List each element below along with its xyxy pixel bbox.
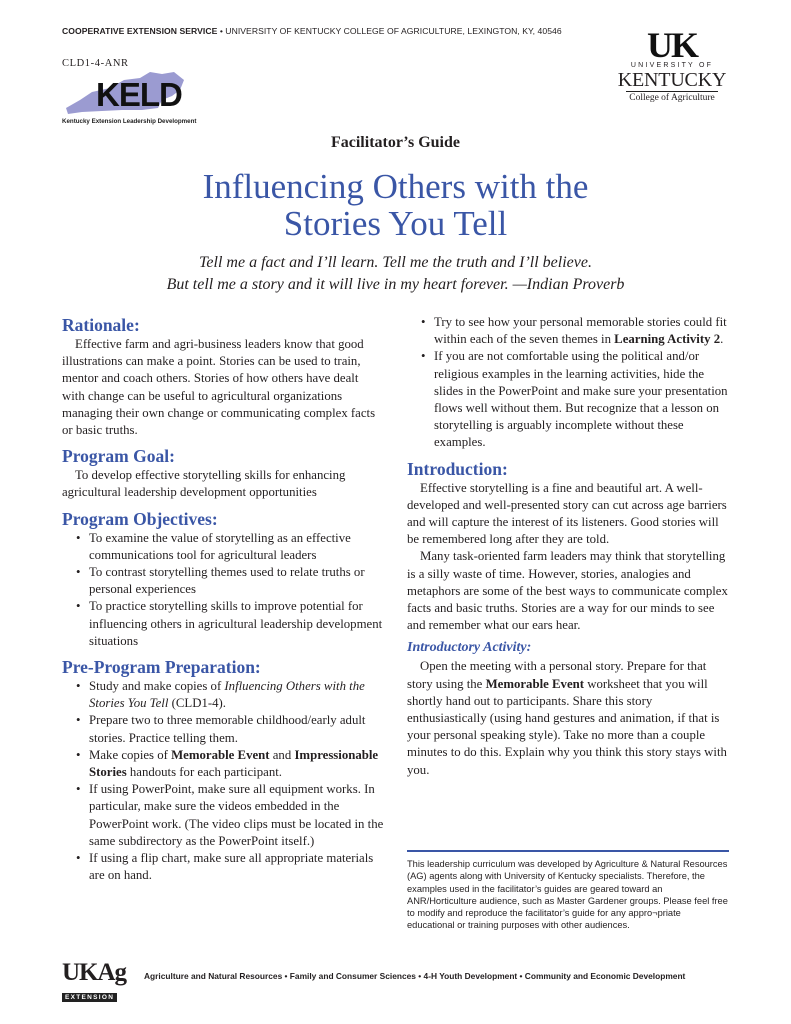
activity-heading: Introductory Activity:	[407, 640, 532, 656]
org-address: • UNIVERSITY OF KENTUCKY COLLEGE OF AGRICULTURE, LEXINGTON, KY, 40546	[217, 26, 562, 36]
list-item: • Study and make copies of Influencing Others with the Stories You Tell (CLD1-4).	[76, 679, 365, 711]
goal-text: To develop effective storytelling skills for enhancing agricultural leadership development opportunities	[62, 468, 346, 500]
title-line-2: Stories You Tell	[283, 204, 508, 243]
prep-heading: Pre-Program Preparation:	[62, 657, 261, 678]
keld-subtitle: Kentucky Extension Leadership Development	[62, 118, 197, 125]
ukag-extension-logo	[62, 960, 132, 1000]
extension-label: EXTENSION	[62, 993, 117, 1002]
uk-college-name: College of Agriculture	[626, 91, 718, 104]
epigraph-quote	[0, 252, 791, 296]
uk-mark: UK	[647, 25, 697, 65]
objectives-heading: Program Objectives:	[62, 508, 218, 529]
quote-line-2: But tell me a story and it will live in my heart forever. —Indian Proverb	[166, 276, 625, 293]
list-item: • If you are not comfortable using the political and/or religious examples in the learning activities, hide the slides in the PowerPoint and make sure your presentation flows well without them. But recognize that a lesson on storytelling is arguably incomplete without these examples.	[421, 349, 728, 450]
intro-paragraph-1: Effective storytelling is a fine and beautiful art. A well-developed and well-presented story can cut across age barriers and will capture the interest of its listeners. Good stories will be remembered long after they are told.	[407, 480, 727, 547]
curriculum-note: This leadership curriculum was developed by Agriculture & Natural Resources (AG) agents along with University of Kentucky specialists. Therefore, the examples used in the facilitator’s guides are geared toward an ANR/Horticulture audience, such as Master Gardener groups. Please feel free to modify and reproduce the facilitator’s guide for any appro¬priate educational or training purposes with other audiences.	[407, 850, 729, 932]
uk-university-of: UNIVERSITY OF	[630, 62, 714, 69]
rationale-text: Effective farm and agri-business leaders know that good illustrations can make a point. Stories can be used to train, mentor and coach others. Stories of how others have dealt with change can be useful to agricultural organizations managing their own change or communicating complex facts or basic truths.	[62, 337, 376, 438]
objectives-list	[62, 530, 384, 650]
page-title	[0, 168, 791, 242]
title-line-1: Influencing Others with the	[202, 167, 589, 206]
prep-list	[62, 678, 384, 884]
keld-wordmark: KELD	[96, 76, 182, 113]
ukag-wordmark: UKAg	[62, 959, 127, 986]
list-item: • Try to see how your personal memorable stories could fit within each of the seven themes in Learning Activity 2.	[421, 315, 727, 347]
goal-heading: Program Goal:	[62, 446, 175, 467]
list-item: • Make copies of Memorable Event and Impressionable Stories handouts for each participant.	[76, 747, 379, 780]
footer-programs: Agriculture and Natural Resources • Family and Consumer Sciences • 4-H Youth Development • Community and Economic Development	[144, 971, 686, 981]
list-item: • Prepare two to three memorable childhood/early adult stories. Practice telling them.	[76, 713, 366, 745]
list-item: • To contrast storytelling themes used to relate truths or personal experiences	[76, 565, 365, 597]
prep-list-continued	[407, 314, 729, 452]
list-item: • To practice storytelling skills to improve potential for influencing others in agricultural leadership development situations	[76, 599, 383, 648]
list-item: • If using a flip chart, make sure all appropriate materials are on hand.	[76, 851, 374, 883]
uk-college-logo	[612, 25, 732, 108]
keld-logo	[62, 70, 197, 132]
intro-paragraph-2: Many task-oriented farm leaders may think that storytelling is a silly waste of time. However, stories, analogies and metaphors are some of the best ways to communicate complex facts and basic truths. Stories are a way for our minds to see and remember what our ears hear.	[407, 549, 728, 633]
doc-code: CLD1-4-ANR	[62, 58, 129, 69]
left-column	[62, 314, 384, 884]
list-item: • To examine the value of storytelling as an effective communications tool for agricultural leaders	[76, 530, 351, 562]
org-name: COOPERATIVE EXTENSION SERVICE	[62, 26, 218, 36]
introduction-heading: Introduction:	[407, 458, 508, 479]
guide-label: Facilitator’s Guide	[330, 134, 460, 151]
rationale-heading: Rationale:	[62, 315, 140, 335]
uk-kentucky: KENTUCKY	[617, 69, 727, 91]
activity-text: Open the meeting with a personal story. Prepare for that story using the Memorable Event worksheet that you will shortly hand out to participants. Share this story enthusiastically (using hand gestures and animation, if that is your personal speaking style). Take no more than a couple minutes to do this. Explain why you think this story stays with you.	[407, 659, 727, 777]
header-org-line	[62, 26, 562, 36]
right-column	[407, 314, 729, 779]
list-item: • If using PowerPoint, make sure all equipment works. In particular, make sure the videos embedded in the PowerPoint work. (The video clips must be located in the same subdirectory as the PowerPoint itself.)	[76, 782, 384, 848]
quote-line-1: Tell me a fact and I’ll learn. Tell me the truth and I’ll believe.	[199, 254, 592, 271]
